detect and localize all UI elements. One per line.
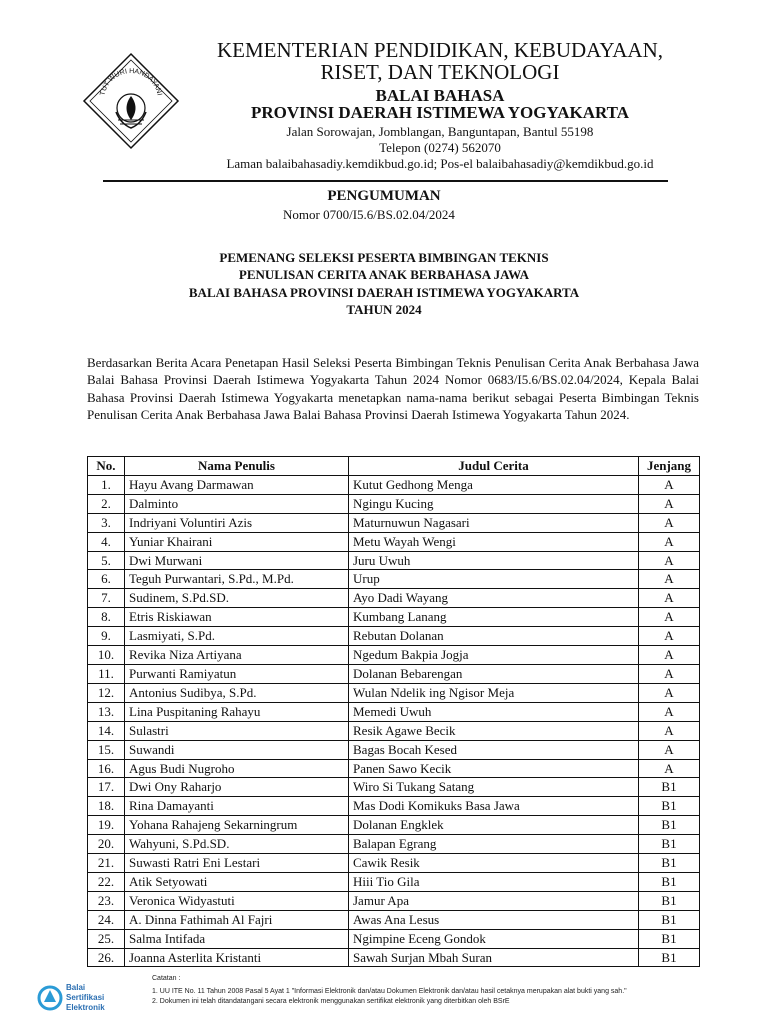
cell-jenjang: B1 [639,948,700,967]
cell-no: 4. [88,532,125,551]
cell-no: 22. [88,872,125,891]
cell-nama-penulis: Agus Budi Nugroho [125,759,349,778]
table-header-row [88,457,700,476]
table-row [88,475,700,494]
table-row [88,910,700,929]
cell-jenjang: A [639,532,700,551]
table-row [88,835,700,854]
cell-jenjang: B1 [639,816,700,835]
cell-jenjang: A [639,513,700,532]
cell-jenjang: A [639,494,700,513]
table-row [88,589,700,608]
cell-no: 21. [88,854,125,873]
cell-jenjang: A [639,683,700,702]
bsre-line2: Sertifikasi [66,993,105,1002]
cell-no: 10. [88,646,125,665]
table-row [88,721,700,740]
cell-jenjang: A [639,646,700,665]
intro-paragraph: Berdasarkan Berita Acara Penetapan Hasil Seleksi Peserta Bimbingan Teknis Penulisan Cerita Anak Berbahasa Jawa Balai Bahasa Provinsi Daerah Istimewa Yogyakarta Tahun 2024 Nomor 0683/I5.6/BS.02.04/2024, Kepala Balai Bahasa Provinsi Daerah Istimewa Yogyakarta menetapkan nama-nama berikut sebagai Peserta Bimbingan Teknis Penulisan Cerita Anak Berbahasa Jawa Balai Bahasa Provinsi Daerah Istimewa Yogyakarta Tahun 2024. [87,355,699,423]
cell-nama-penulis: A. Dinna Fathimah Al Fajri [125,910,349,929]
cell-judul-cerita: Dolanan Bebarengan [349,664,639,683]
table-row [88,702,700,721]
title-line3: BALAI BAHASA PROVINSI DAERAH ISTIMEWA YOGYAKARTA [188,285,580,300]
table-row [88,627,700,646]
cell-judul-cerita: Urup [349,570,639,589]
cell-judul-cerita: Rebutan Dolanan [349,627,639,646]
table-row [88,494,700,513]
cell-jenjang: A [639,627,700,646]
cell-judul-cerita: Kutut Gedhong Menga [349,475,639,494]
cell-nama-penulis: Lasmiyati, S.Pd. [125,627,349,646]
cell-nama-penulis: Yuniar Khairani [125,532,349,551]
cell-judul-cerita: Sawah Surjan Mbah Suran [349,948,639,967]
cell-no: 23. [88,891,125,910]
cell-jenjang: B1 [639,797,700,816]
cell-no: 13. [88,702,125,721]
table-row [88,929,700,948]
cell-jenjang: B1 [639,872,700,891]
cell-nama-penulis: Revika Niza Artiyana [125,646,349,665]
cell-nama-penulis: Veronica Widyastuti [125,891,349,910]
cell-no: 5. [88,551,125,570]
province-name: PROVINSI DAERAH ISTIMEWA YOGYAKARTA [250,103,630,122]
header-judul-cerita: Judul Cerita [349,457,639,476]
cell-judul-cerita: Bagas Bocah Kesed [349,740,639,759]
nomor-value: 0700/I5.6/BS.02.04/2024 [323,207,455,222]
cell-nama-penulis: Teguh Purwantari, S.Pd., M.Pd. [125,570,349,589]
table-row [88,551,700,570]
cell-jenjang: B1 [639,854,700,873]
cell-judul-cerita: Memedi Uwuh [349,702,639,721]
cell-no: 3. [88,513,125,532]
cell-jenjang: A [639,570,700,589]
cell-nama-penulis: Joanna Asterlita Kristanti [125,948,349,967]
cell-nama-penulis: Wahyuni, S.Pd.SD. [125,835,349,854]
cell-no: 8. [88,608,125,627]
cell-nama-penulis: Sudinem, S.Pd.SD. [125,589,349,608]
cell-nama-penulis: Dwi Ony Raharjo [125,778,349,797]
table-row [88,608,700,627]
cell-jenjang: A [639,551,700,570]
table-row [88,664,700,683]
cell-no: 26. [88,948,125,967]
cell-jenjang: B1 [639,891,700,910]
cell-nama-penulis: Lina Puspitaning Rahayu [125,702,349,721]
cell-judul-cerita: Cawik Resik [349,854,639,873]
cell-nama-penulis: Suwasti Ratri Eni Lestari [125,854,349,873]
cell-nama-penulis: Dalminto [125,494,349,513]
cell-nama-penulis: Atik Setyowati [125,872,349,891]
cell-judul-cerita: Kumbang Lanang [349,608,639,627]
cell-no: 2. [88,494,125,513]
header-jenjang: Jenjang [639,457,700,476]
cell-judul-cerita: Wiro Si Tukang Satang [349,778,639,797]
office-name: BALAI BAHASA [375,86,505,105]
cell-judul-cerita: Mas Dodi Komikuks Basa Jawa [349,797,639,816]
title-line2: PENULISAN CERITA ANAK BERBAHASA JAWA [238,267,530,282]
cell-nama-penulis: Indriyani Voluntiri Azis [125,513,349,532]
cell-no: 7. [88,589,125,608]
cell-nama-penulis: Suwandi [125,740,349,759]
cell-judul-cerita: Hiii Tio Gila [349,872,639,891]
cell-nama-penulis: Hayu Avang Darmawan [125,475,349,494]
table-row [88,740,700,759]
table-row [88,570,700,589]
cell-no: 18. [88,797,125,816]
cell-jenjang: A [639,664,700,683]
cell-jenjang: A [639,608,700,627]
office-address: Jalan Sorowajan, Jomblangan, Banguntapan, Bantul 55198 [286,124,594,139]
cell-no: 1. [88,475,125,494]
cell-nama-penulis: Purwanti Ramiyatun [125,664,349,683]
logo-motto: TUT WURI HANDAYANI [99,67,163,97]
cell-judul-cerita: Maturnuwun Nagasari [349,513,639,532]
office-web: Laman balaibahasadiy.kemdikbud.go.id; Pos-el balaibahasadiy@kemdikbud.go.id [226,156,654,171]
table-row [88,891,700,910]
cell-no: 19. [88,816,125,835]
cell-jenjang: A [639,589,700,608]
table-row [88,646,700,665]
cell-no: 14. [88,721,125,740]
cell-judul-cerita: Resik Agawe Becik [349,721,639,740]
table-row [88,872,700,891]
cell-no: 11. [88,664,125,683]
table-row [88,759,700,778]
announcement-label: PENGUMUMAN [327,188,441,204]
cell-jenjang: B1 [639,835,700,854]
cell-no: 9. [88,627,125,646]
footer-note-1: 1. UU ITE No. 11 Tahun 2008 Pasal 5 Ayat 1 "Informasi Elektronik dan/atau Dokumen Elektronik dan/atau hasil cetaknya merupakan alat bukti yang sah." [152,988,627,995]
cell-no: 12. [88,683,125,702]
cell-jenjang: A [639,740,700,759]
cell-judul-cerita: Ngingu Kucing [349,494,639,513]
winners-table [87,456,700,967]
cell-nama-penulis: Salma Intifada [125,929,349,948]
cell-judul-cerita: Metu Wayah Wengi [349,532,639,551]
header-divider [103,180,668,182]
cell-judul-cerita: Juru Uwuh [349,551,639,570]
table-row [88,532,700,551]
cell-judul-cerita: Balapan Egrang [349,835,639,854]
cell-jenjang: B1 [639,929,700,948]
cell-jenjang: A [639,759,700,778]
cell-nama-penulis: Dwi Murwani [125,551,349,570]
table-row [88,797,700,816]
cell-no: 15. [88,740,125,759]
cell-no: 17. [88,778,125,797]
bsre-line1: Balai [66,983,86,992]
cell-judul-cerita: Dolanan Engklek [349,816,639,835]
title-line4: TAHUN 2024 [346,302,422,317]
cell-judul-cerita: Awas Ana Lesus [349,910,639,929]
cell-nama-penulis: Antonius Sudibya, S.Pd. [125,683,349,702]
ministry-name-line2: RISET, DAN TEKNOLOGI [320,60,560,84]
cell-nama-penulis: Rina Damayanti [125,797,349,816]
cell-no: 20. [88,835,125,854]
cell-nama-penulis: Sulastri [125,721,349,740]
svg-text:TUT WURI HANDAYANI [99,68,162,96]
cell-nama-penulis: Yohana Rahajeng Sekarningrum [125,816,349,835]
cell-judul-cerita: Ngedum Bakpia Jogja [349,646,639,665]
bsre-logo [36,976,156,1020]
office-phone: Telepon (0274) 562070 [379,140,501,155]
table-row [88,948,700,967]
cell-judul-cerita: Panen Sawo Kecik [349,759,639,778]
cell-no: 6. [88,570,125,589]
footer-note-2: 2. Dokumen ini telah ditandatangani secara elektronik menggunakan sertifikat elektronik yang diterbitkan oleh BSrE [152,998,510,1005]
cell-no: 25. [88,929,125,948]
table-row [88,778,700,797]
cell-judul-cerita: Wulan Ndelik ing Ngisor Meja [349,683,639,702]
footer-catatan: Catatan : [152,975,181,982]
ministry-name-line1: KEMENTERIAN PENDIDIKAN, KEBUDAYAAN, [216,38,664,62]
cell-jenjang: B1 [639,910,700,929]
cell-jenjang: A [639,475,700,494]
header-nama-penulis: Nama Penulis [125,457,349,476]
cell-no: 16. [88,759,125,778]
cell-jenjang: B1 [639,778,700,797]
header-no: No. [88,457,125,476]
cell-judul-cerita: Ngimpine Eceng Gondok [349,929,639,948]
announcement-number [283,207,455,223]
cell-nama-penulis: Etris Riskiawan [125,608,349,627]
cell-no: 24. [88,910,125,929]
cell-judul-cerita: Ayo Dadi Wayang [349,589,639,608]
table-row [88,816,700,835]
table-row [88,683,700,702]
cell-jenjang: A [639,721,700,740]
bsre-line3: Elektronik [66,1003,105,1012]
table-row [88,854,700,873]
table-row [88,513,700,532]
cell-judul-cerita: Jamur Apa [349,891,639,910]
cell-jenjang: A [639,702,700,721]
title-line1: PEMENANG SELEKSI PESERTA BIMBINGAN TEKNIS [219,250,549,265]
nomor-label: Nomor [283,207,320,222]
